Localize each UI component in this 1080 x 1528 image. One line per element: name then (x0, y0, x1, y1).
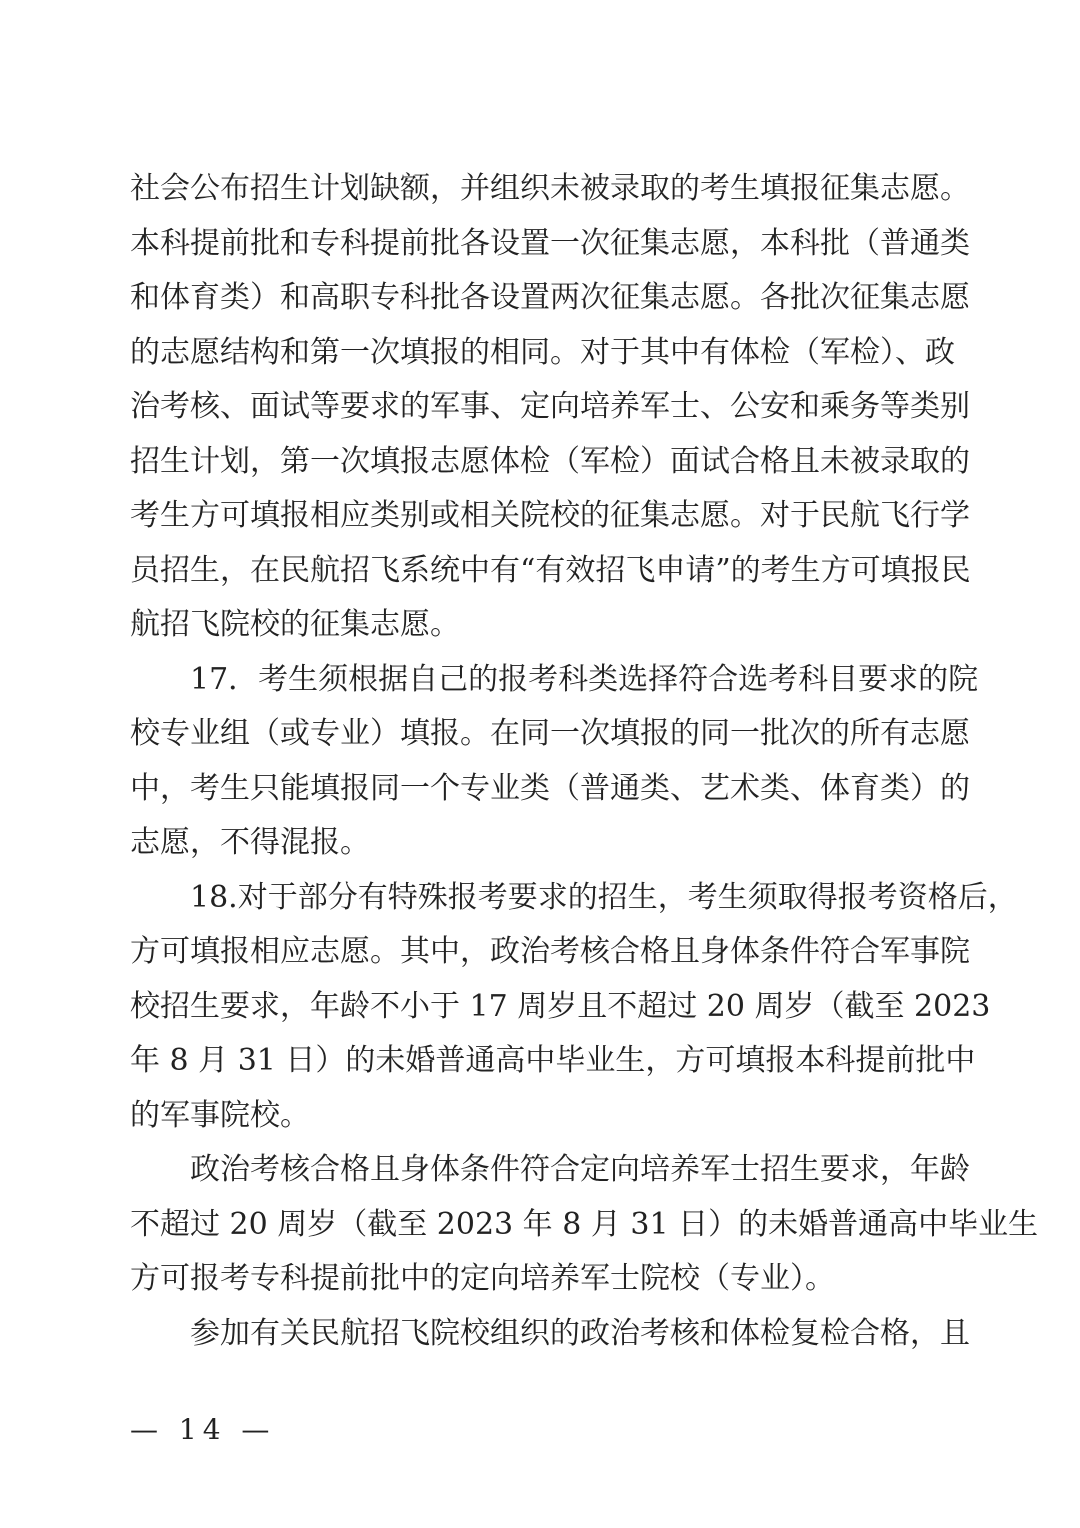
text-line: 校专业组（或专业）填报。在同一次填报的同一批次的所有志愿 (130, 716, 970, 751)
paragraph-military-start: 政治考核合格且身体条件符合定向培养军士招生要求，年龄 (190, 1152, 970, 1187)
paragraph-aviation-start: 参加有关民航招飞院校组织的政治考核和体检复检合格，且 (190, 1315, 970, 1351)
text-line: 不超过 20 周岁（截至 2023 年 8 月 31 日）的未婚普通高中毕业生 (130, 1206, 1039, 1242)
text-line: 的军事院校。 (130, 1097, 310, 1133)
body-text (130, 162, 1039, 1361)
paragraph-18-start: 18.对于部分有特殊报考要求的招生，考生须取得报考资格后， (190, 879, 1018, 915)
page-number: — 14 — (130, 1413, 276, 1446)
text-line: 方可填报相应志愿。其中，政治考核合格且身体条件符合军事院 (130, 934, 970, 969)
text-line: 社会公布招生计划缺额，并组织未被录取的考生填报征集志愿。 (130, 171, 970, 206)
text-line: 航招飞院校的征集志愿。 (130, 607, 460, 642)
text-line: 本科提前批和专科提前批各设置一次征集志愿，本科批（普通类 (130, 225, 970, 261)
text-line: 年 8 月 31 日）的未婚普通高中毕业生，方可填报本科提前批中 (130, 1043, 976, 1078)
text-line: 招生计划，第一次填报志愿体检（军检）面试合格且未被录取的 (130, 443, 970, 479)
text-line: 的志愿结构和第一次填报的相同。对于其中有体检（军检）、政 (130, 334, 955, 370)
text-line: 中，考生只能填报同一个专业类（普通类、艺术类、体育类）的 (130, 770, 970, 806)
text-line: 和体育类）和高职专科批各设置两次征集志愿。各批次征集志愿 (130, 280, 970, 315)
text-line: 方可报考专科提前批中的定向培养军士院校（专业）。 (130, 1261, 835, 1296)
text-line: 校招生要求，年龄不小于 17 周岁且不超过 20 周岁（截至 2023 (130, 988, 991, 1024)
text-line: 考生方可填报相应类别或相关院校的征集志愿。对于民航飞行学 (130, 498, 970, 533)
text-line: 志愿，不得混报。 (130, 825, 370, 860)
text-line: 员招生，在民航招飞系统中有“有效招飞申请”的考生方可填报民 (130, 552, 971, 588)
paragraph-17-start: 17．考生须根据自己的报考科类选择符合选考科目要求的院 (190, 661, 979, 697)
text-line: 治考核、面试等要求的军事、定向培养军士、公安和乘务等类别 (130, 389, 970, 424)
